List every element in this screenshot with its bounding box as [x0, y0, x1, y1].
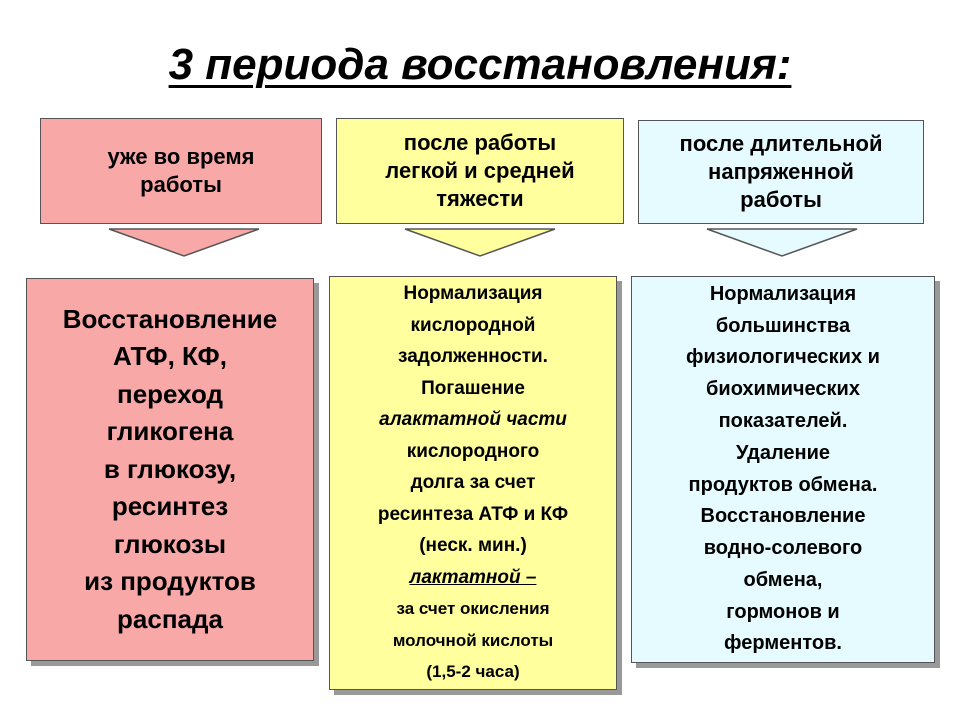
down-arrow-3: [706, 228, 858, 258]
content-line: (1,5-2 часа): [426, 662, 520, 682]
content-line: Удаление: [735, 441, 831, 464]
content-line-emphasis: алактатной части: [379, 409, 567, 431]
content-line: молочной кислоты: [392, 630, 554, 650]
period-3-label-line: напряженной: [708, 159, 854, 184]
period-2-label: [336, 118, 624, 224]
content-line: Погашение: [421, 377, 525, 399]
content-line: ресинтеза АТФ и КФ: [377, 503, 569, 525]
content-line: гормонов и: [726, 600, 840, 623]
content-line: ресинтез: [111, 491, 229, 522]
content-line: Нормализация: [403, 283, 543, 305]
period-2-label-line: после работы: [403, 130, 557, 155]
content-line: большинства: [715, 314, 851, 337]
period-2-content: [329, 276, 617, 690]
period-3-content: [631, 276, 935, 663]
content-line: Нормализация: [709, 282, 857, 305]
content-line: из продуктов: [84, 566, 256, 597]
period-1-label-line: уже во время: [107, 144, 255, 169]
content-line: кислородного: [406, 440, 540, 462]
period-2-label-line: тяжести: [436, 186, 524, 211]
page-title: 3 периода восстановления:: [168, 40, 792, 89]
content-line: Восстановление: [700, 505, 866, 528]
content-line: в глюкозу,: [103, 453, 237, 484]
period-1-label-line: работы: [140, 172, 222, 197]
content-line: Восстановление: [62, 303, 278, 334]
content-line: переход: [116, 378, 224, 409]
down-arrow-2: [404, 228, 556, 258]
content-line: задолженности.: [398, 346, 548, 368]
content-line: за счет окисления: [396, 599, 550, 619]
content-line: гликогена: [106, 416, 234, 447]
content-line: продуктов обмена.: [688, 473, 878, 496]
content-line: распада: [117, 603, 223, 634]
period-1-content: [26, 278, 314, 661]
content-line: физиологических и: [686, 346, 880, 369]
content-line: долга за счет: [410, 472, 536, 494]
content-line: обмена,: [743, 568, 823, 591]
period-2-label-line: легкой и средней: [385, 158, 575, 183]
content-line: кислородной: [410, 314, 536, 336]
content-line-emphasis: лактатной –: [409, 566, 537, 588]
period-3-label: [638, 120, 924, 224]
content-line: биохимических: [706, 378, 860, 401]
period-3-label-line: работы: [740, 187, 822, 212]
content-line: водно-солевого: [703, 537, 863, 560]
content-line: АТФ, КФ,: [113, 341, 227, 372]
content-line: показателей.: [718, 409, 848, 432]
content-line: (неск. мин.): [419, 535, 527, 557]
content-line: ферментов.: [724, 632, 842, 655]
content-line: глюкозы: [113, 528, 227, 559]
down-arrow-1: [108, 228, 260, 258]
period-1-label: [40, 118, 322, 224]
period-3-label-line: после длительной: [679, 131, 883, 156]
